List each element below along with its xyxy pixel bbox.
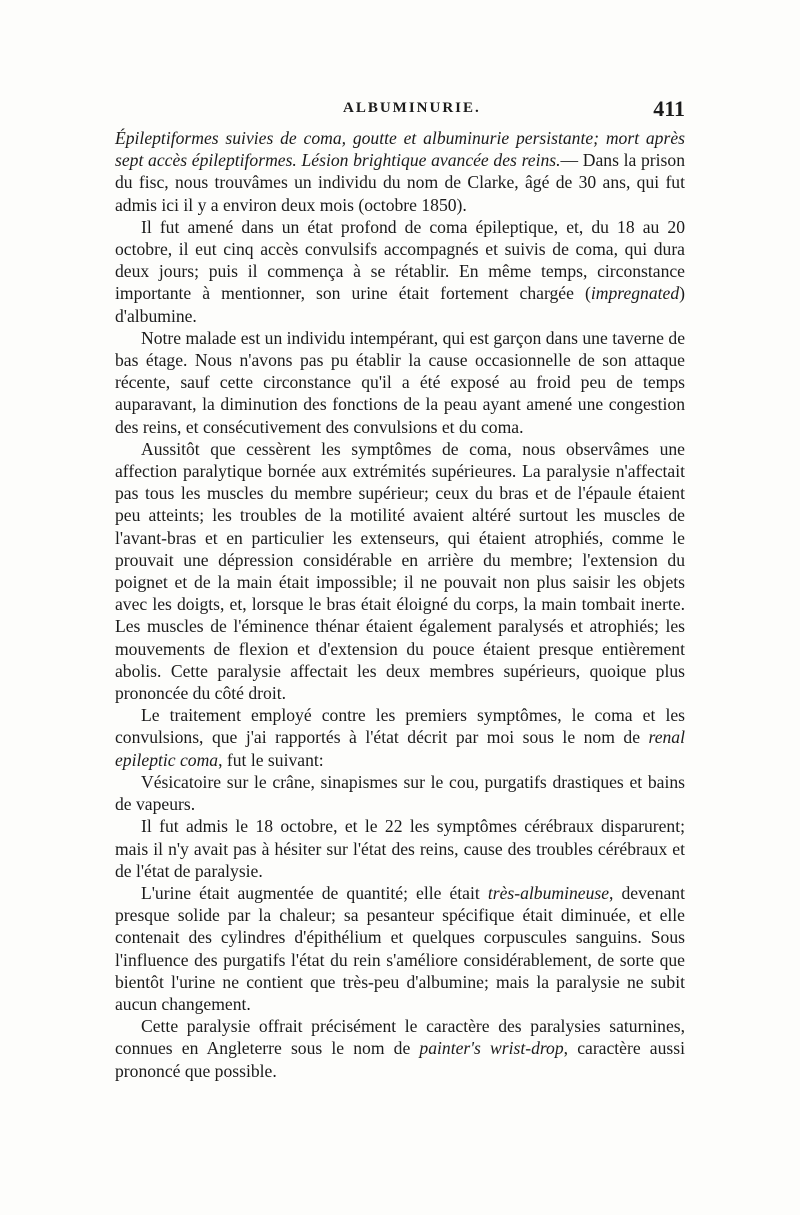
italic-term: très-albumineuse	[487, 882, 610, 903]
text-segment: Il fut amené dans un état profond de coma épileptique, et, du 18 au 20 octobre, il eut cinq accès convulsifs accompagnés et suivis de coma, qui dura deux jours; puis il commença à se rétablir. En même temps, circonstance importante à mentionner, son urine était fortement chargée (	[115, 216, 685, 304]
case-title-italic: Épileptiformes suivies de coma, goutte et albuminurie persistante; mort après sept accès épileptiformes. Lésion brightique avancée des reins.	[115, 128, 685, 171]
italic-term: impregnated	[590, 283, 680, 304]
text-segment: Le traitement employé contre les premiers symptômes, le coma et les convulsions, que j'ai rapportés à l'état décrit par moi sous le nom de	[115, 705, 685, 748]
text-segment: , devenant presque solide par la chaleur; sa pesanteur spécifique était diminuée, et elle contenait des cylindres d'épithélium et quelques corpuscules sanguins. Sous l'influence des purgatifs l'état du rein s'améliore considérablement, de sorte que bientôt l'urine ne contient que très-peu d'albumine; mais la paralysie ne subit aucun changement.	[115, 882, 685, 1014]
text-segment: ) d'albumine.	[115, 283, 685, 326]
running-title: ALBUMINURIE.	[343, 100, 481, 116]
paragraph	[115, 216, 685, 327]
paragraph	[115, 882, 685, 1015]
paragraph	[115, 704, 685, 771]
text-segment: , caractère aussi prononcé que possible.	[115, 1038, 685, 1081]
body-text	[115, 127, 685, 1082]
text-segment: L'urine était augmentée de quantité; elle était	[141, 882, 488, 903]
text-segment: , fut le suivant:	[218, 749, 324, 770]
paragraph-case-title	[115, 127, 685, 216]
italic-term: renal epileptic coma	[115, 727, 685, 770]
paragraph	[115, 438, 685, 704]
text-segment: Vésicatoire sur le crâne, sinapismes sur le cou, purgatifs drastiques et bains de vapeurs.	[115, 771, 685, 815]
text-segment: Notre malade est un individu intempérant, qui est garçon dans une taverne de bas étage. Nous n'avons pas pu établir la cause occasionnelle de son attaque récente, sauf cette circonstance qu'il a été exposé au froid peu de temps auparavant, la diminution des fonctions de la peau ayant amené une congestion des reins, et consécutivement des convulsions et du coma.	[115, 327, 685, 437]
page-header	[115, 98, 685, 126]
italic-term: painter's wrist-drop	[419, 1038, 564, 1059]
paragraph	[115, 327, 685, 438]
text-segment: Aussitôt que cessèrent les symptômes de coma, nous observâmes une affection paralytique bornée aux extrémités supérieures. La paralysie n'affectait pas tous les muscles du membre supérieur; ceux du bras et de l'épaule étaient peu atteints; les troubles de la motilité avaient altéré surtout les muscles de l'avant-bras et en particulier les extenseurs, qui étaient atrophiés, comme le prouvait une dépression considérable en arrière du membre; l'extension du poignet et de la main était impossible; il ne pouvait non plus saisir les objets avec les doigts, et, lorsque le bras était éloigné du corps, la main tombait inerte. Les muscles de l'éminence thénar étaient également paralysés et atrophiés; les mouvements de flexion et d'extension du pouce étaient presque entièrement abolis. Cette paralysie affectait les deux membres supérieurs, quoique plus prononcée du côté droit.	[115, 438, 685, 704]
text-segment: — Dans la prison du fisc, nous trouvâmes un individu du nom de Clarke, âgé de 30 ans, qui fut admis ici il y a environ deux mois (octobre 1850).	[115, 150, 685, 215]
text-segment: Cette paralysie offrait précisément le caractère des paralysies saturnines, connues en Angleterre sous le nom de	[115, 1016, 685, 1059]
paragraph	[115, 771, 685, 815]
page-number: 411	[653, 96, 685, 121]
text-segment: Il fut admis le 18 octobre, et le 22 les symptômes cérébraux disparurent; mais il n'y avait pas à hésiter sur l'état des reins, cause des troubles cérébraux et de l'état de paralysie.	[115, 816, 685, 881]
paragraph	[115, 815, 685, 882]
paragraph	[115, 1015, 685, 1082]
